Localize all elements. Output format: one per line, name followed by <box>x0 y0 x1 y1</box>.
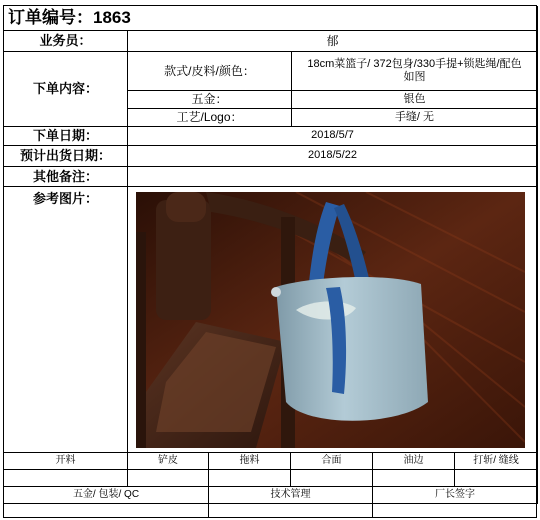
signoff-qc-blank <box>4 504 209 517</box>
order-date-value: 2018/5/7 <box>128 127 538 146</box>
hardware-label: 五金： <box>128 91 292 109</box>
craft-value: 手缝/ 无 <box>292 109 538 127</box>
signoff-qc: 五金/ 包装/ QC <box>4 487 209 504</box>
notes-label: 其他备注： <box>4 167 128 187</box>
craft-label: 工艺/Logo： <box>128 109 292 127</box>
blank-edge-paint <box>373 470 455 487</box>
hardware-value: 银色 <box>292 91 538 109</box>
order-number: 1863 <box>93 7 131 27</box>
blank-skiving <box>128 470 209 487</box>
order-date-label: 下单日期： <box>4 127 128 146</box>
reference-label-text: 参考图片： <box>32 191 98 206</box>
delivery-date-label: 预计出货日期： <box>4 146 128 167</box>
blank-punch-stitch <box>455 470 538 487</box>
blank-pulling <box>209 470 291 487</box>
delivery-date-value: 2018/5/22 <box>128 146 538 167</box>
step-skiving: 铲皮 <box>128 453 209 470</box>
step-pulling: 拖料 <box>209 453 291 470</box>
signoff-director-blank <box>373 504 538 517</box>
order-sheet <box>3 5 537 518</box>
order-title-label: 订单编号： <box>8 7 93 27</box>
style-label: 款式/皮料/颜色： <box>128 52 292 91</box>
blank-bonding <box>291 470 373 487</box>
step-edge-paint: 油边 <box>373 453 455 470</box>
reference-label <box>4 187 128 453</box>
signoff-director: 厂长签字 <box>373 487 538 504</box>
step-cutting: 开料 <box>4 453 128 470</box>
order-content-label: 下单内容： <box>4 52 128 127</box>
salesperson-label: 业务员： <box>4 31 128 52</box>
order-title <box>4 6 538 31</box>
signoff-tech-blank <box>209 504 373 517</box>
step-punch-stitch: 打斩/ 缝线 <box>455 453 538 470</box>
reference-photo <box>136 192 525 448</box>
blank-cutting <box>4 470 128 487</box>
signoff-tech: 技术管理 <box>209 487 373 504</box>
notes-value <box>128 167 538 187</box>
style-value: 18cm菜篮子/ 372包身/330手提+锁匙绳/配色如图 <box>292 52 538 91</box>
step-bonding: 合面 <box>291 453 373 470</box>
salesperson-value: 郁 <box>128 31 538 52</box>
